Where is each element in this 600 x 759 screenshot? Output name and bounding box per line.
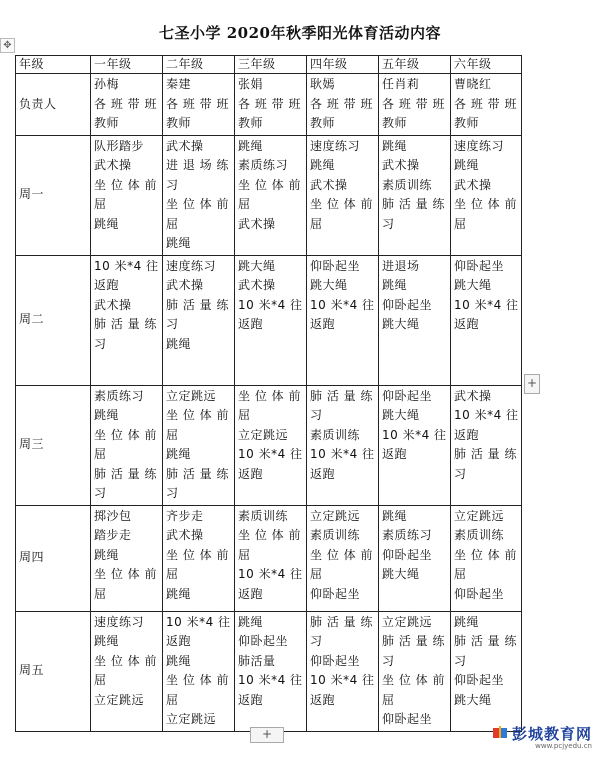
cell-line: 屈 <box>94 447 107 461</box>
cell-line: 速度练习 <box>310 138 361 153</box>
cell-line: 武术操 <box>454 177 492 192</box>
table-cell[interactable] <box>307 385 379 505</box>
cell-line: 10 米*4 往 <box>238 567 303 581</box>
cell-line: 跳绳 <box>166 586 192 601</box>
cell-line: 跳绳 <box>382 508 408 523</box>
cell-line: 习 <box>166 486 179 500</box>
cell-line: 坐 位 体 前 <box>166 197 229 211</box>
table-row <box>16 611 522 731</box>
cell-line: 习 <box>310 634 323 648</box>
cell-line: 坐 位 体 前 <box>310 547 373 562</box>
cell-line: 10 米*4 往 <box>94 258 159 273</box>
cell-line: 立定跳远 <box>310 508 361 523</box>
cell-line: 各 班 带 班 <box>310 96 373 111</box>
cell-line: 返跑 <box>94 278 120 292</box>
cell-line: 各 班 带 班 <box>454 96 517 111</box>
table-cell[interactable] <box>307 611 379 731</box>
cell-line: 跳绳 <box>166 236 192 250</box>
cell-line: 10 米*4 往 <box>310 297 375 312</box>
cell-line: 队形踏步 <box>94 138 145 153</box>
watermark-url: www.pcjyedu.cn <box>535 742 592 750</box>
cell-line: 屈 <box>454 567 467 581</box>
cell-line: 坐 位 体 前 <box>238 528 301 542</box>
cell-line: 肺 活 量 练 <box>166 297 229 312</box>
table-cell[interactable] <box>163 505 235 611</box>
cell-line: 耿嫣 <box>310 77 336 91</box>
cell-line: 跳绳 <box>310 158 336 172</box>
cell-line: 返跑 <box>310 466 336 481</box>
cell-line: 素质训练 <box>310 427 361 442</box>
table-cell[interactable] <box>91 611 163 731</box>
cell-line: 踏步走 <box>94 528 132 542</box>
cell-line: 坐 位 体 前 <box>94 653 157 668</box>
row-label: 周二 <box>16 255 91 385</box>
cell-line: 仰卧起坐 <box>382 388 433 403</box>
cell-line: 肺活量 <box>238 653 276 668</box>
cell-line: 跳绳 <box>94 634 120 648</box>
cell-line: 习 <box>166 177 179 192</box>
table-row <box>16 135 522 255</box>
document-title: 七圣小学 2020年秋季阳光体育活动内容 <box>159 24 441 42</box>
cell-line: 习 <box>94 336 107 351</box>
cell-line: 立定跳远 <box>94 692 145 707</box>
cell-line: 习 <box>94 486 107 500</box>
cell-line: 立定跳远 <box>238 427 289 442</box>
cell-line: 仰卧起坐 <box>310 653 361 668</box>
table-cell[interactable] <box>163 611 235 731</box>
table-cell[interactable] <box>91 74 163 136</box>
cell-line: 屈 <box>94 673 107 687</box>
cell-line: 肺 活 量 练 <box>94 317 157 331</box>
cell-line: 仰卧起坐 <box>454 258 505 273</box>
cell-line: 进 退 场 练 <box>166 158 229 172</box>
cell-line: 素质训练 <box>454 528 505 542</box>
cell-line: 各 班 带 班 <box>238 96 301 111</box>
table-cell[interactable] <box>307 74 379 136</box>
cell-line: 各 班 带 班 <box>382 96 445 111</box>
cell-line: 坐 位 体 前 <box>94 177 157 192</box>
header-cell-grade-2: 二年级 <box>163 56 235 74</box>
cell-line: 各 班 带 班 <box>166 96 229 111</box>
cell-line: 进退场 <box>382 258 420 273</box>
cell-line: 返跑 <box>238 466 264 481</box>
cell-line: 武术操 <box>382 158 420 172</box>
table-cell[interactable] <box>451 255 522 385</box>
cell-line: 10 米*4 往 <box>454 297 519 312</box>
cell-line: 武术操 <box>94 297 132 312</box>
cell-line: 素质练习 <box>94 388 145 403</box>
cell-line: 肺 活 量 练 <box>94 466 157 481</box>
cell-line: 坐 位 体 前 <box>454 547 517 562</box>
table-row <box>16 255 522 385</box>
cell-line: 跳绳 <box>238 614 264 629</box>
cell-line: 屈 <box>310 216 323 231</box>
cell-line: 素质练习 <box>238 158 289 172</box>
cell-line: 坐 位 体 前 <box>166 547 229 562</box>
table-cell[interactable] <box>451 385 522 505</box>
cell-line: 跳绳 <box>454 614 480 629</box>
header-cell-grade-3: 三年级 <box>235 56 307 74</box>
cell-line: 10 米*4 往 <box>166 614 231 629</box>
cell-line: 坐 位 体 前 <box>454 197 517 211</box>
table-cell[interactable] <box>163 255 235 385</box>
cell-line: 返跑 <box>238 586 264 601</box>
cell-line: 仰卧起坐 <box>454 586 505 601</box>
book-logo-icon <box>492 725 508 739</box>
cell-line: 武术操 <box>310 177 348 192</box>
cell-line: 返跑 <box>238 692 264 707</box>
cell-line: 肺 活 量 练 <box>382 634 445 648</box>
table-cell[interactable] <box>307 255 379 385</box>
cell-line: 速度练习 <box>94 614 145 629</box>
cell-line: 跳大绳 <box>310 278 348 292</box>
header-cell-grade-4: 四年级 <box>307 56 379 74</box>
cell-line: 屈 <box>166 567 179 581</box>
cell-line: 立定跳远 <box>382 614 433 629</box>
cell-line: 仰卧起坐 <box>310 258 361 273</box>
cell-line: 仰卧起坐 <box>454 673 505 687</box>
cell-line: 速度练习 <box>454 138 505 153</box>
cell-line: 速度练习 <box>166 258 217 273</box>
table-cell[interactable] <box>379 385 451 505</box>
table-cell[interactable] <box>235 135 307 255</box>
cell-line: 跳绳 <box>94 216 120 231</box>
cell-line: 返跑 <box>166 634 192 648</box>
header-row <box>16 56 522 74</box>
table-cell[interactable] <box>163 74 235 136</box>
cell-line: 孙梅 <box>94 77 120 91</box>
table-row <box>16 385 522 505</box>
cell-line: 齐步走 <box>166 508 204 523</box>
table-cell[interactable] <box>379 255 451 385</box>
cell-line: 返跑 <box>310 317 336 331</box>
cell-line: 跳绳 <box>166 336 192 351</box>
cell-line: 屈 <box>94 586 107 601</box>
cell-line: 返跑 <box>238 317 264 331</box>
cell-line: 返跑 <box>454 317 480 331</box>
cell-line: 仰卧起坐 <box>382 297 433 312</box>
cell-line: 屈 <box>310 567 323 581</box>
table-cell[interactable] <box>163 385 235 505</box>
row-label: 周三 <box>16 385 91 505</box>
cell-line: 习 <box>166 317 179 331</box>
cell-line: 屈 <box>238 408 251 422</box>
cell-line: 跳绳 <box>454 158 480 172</box>
cell-line: 屈 <box>238 197 251 211</box>
cell-line: 返跑 <box>310 692 336 707</box>
cell-line: 仰卧起坐 <box>238 634 289 648</box>
cell-line: 武术操 <box>238 278 276 292</box>
table-cell[interactable] <box>451 74 522 136</box>
cell-line: 坐 位 体 前 <box>94 567 157 581</box>
cell-line: 坐 位 体 前 <box>166 408 229 422</box>
cell-line: 秦建 <box>166 77 192 91</box>
table-cell[interactable] <box>379 135 451 255</box>
table-cell[interactable] <box>379 611 451 731</box>
table-cell[interactable] <box>235 611 307 731</box>
table-cell[interactable] <box>235 255 307 385</box>
cell-line: 10 米*4 往 <box>238 673 303 687</box>
row-label: 负责人 <box>16 74 91 136</box>
cell-line: 教师 <box>238 116 264 130</box>
cell-line: 10 米*4 往 <box>382 427 447 442</box>
cell-line: 跳绳 <box>166 653 192 668</box>
cell-line: 坐 位 体 前 <box>310 197 373 211</box>
cell-line: 仰卧起坐 <box>382 547 433 562</box>
cell-line: 坐 位 体 前 <box>166 673 229 687</box>
cell-line: 素质练习 <box>382 528 433 542</box>
table-cell[interactable] <box>235 385 307 505</box>
cell-line: 10 米*4 往 <box>238 447 303 461</box>
cell-line: 教师 <box>454 116 480 130</box>
cell-line: 教师 <box>310 116 336 130</box>
cell-line: 掷沙包 <box>94 508 132 523</box>
cell-line: 素质训练 <box>310 528 361 542</box>
cell-line: 屈 <box>454 216 467 231</box>
cell-line: 教师 <box>166 116 192 130</box>
cell-line: 习 <box>382 216 395 231</box>
table-cell[interactable] <box>235 74 307 136</box>
table-cell[interactable] <box>379 74 451 136</box>
cell-line: 跳绳 <box>382 278 408 292</box>
cell-line: 立定跳远 <box>454 508 505 523</box>
table-cell[interactable] <box>235 505 307 611</box>
cell-line: 屈 <box>94 197 107 211</box>
table-row <box>16 505 522 611</box>
cell-line: 肺 活 量 练 <box>310 388 373 403</box>
cell-line: 坐 位 体 前 <box>382 673 445 687</box>
cell-line: 任肖莉 <box>382 77 420 91</box>
cell-line: 跳大绳 <box>238 258 276 273</box>
site-watermark <box>512 723 592 750</box>
cell-line: 跳绳 <box>94 547 120 562</box>
cell-line: 返跑 <box>454 427 480 442</box>
cell-line: 武术操 <box>94 158 132 172</box>
cell-line: 10 米*4 往 <box>454 408 519 422</box>
cell-line: 立定跳远 <box>166 712 217 726</box>
row-label: 周一 <box>16 135 91 255</box>
cell-line: 习 <box>454 653 467 668</box>
cell-line: 肺 活 量 练 <box>454 634 517 648</box>
cell-line: 武术操 <box>166 138 204 153</box>
cell-line: 教师 <box>94 116 120 130</box>
cell-line: 跳大绳 <box>454 278 492 292</box>
cell-line: 跳绳 <box>238 138 264 153</box>
header-cell-grade: 年级 <box>16 56 91 74</box>
cell-line: 武术操 <box>166 278 204 292</box>
cell-line: 肺 活 量 练 <box>454 447 517 461</box>
cell-line: 各 班 带 班 <box>94 96 157 111</box>
cell-line: 仰卧起坐 <box>382 712 433 726</box>
cell-line: 10 米*4 往 <box>238 297 303 312</box>
cell-line: 素质训练 <box>382 177 433 192</box>
row-label: 周五 <box>16 611 91 731</box>
table-move-handle-icon[interactable]: ✥ <box>0 38 15 53</box>
watermark-name: 彭城教育网 <box>511 725 592 743</box>
activity-schedule-table <box>15 55 522 732</box>
add-column-button[interactable]: + <box>524 374 540 394</box>
cell-line: 跳绳 <box>94 408 120 422</box>
cell-line: 屈 <box>382 692 395 707</box>
add-row-button[interactable]: + <box>250 727 284 743</box>
cell-line: 坐 位 体 前 <box>94 427 157 442</box>
cell-line: 10 米*4 往 <box>310 673 375 687</box>
cell-line: 习 <box>310 408 323 422</box>
cell-line: 屈 <box>166 216 179 231</box>
table-cell[interactable] <box>91 255 163 385</box>
cell-line: 习 <box>454 466 467 481</box>
cell-line: 肺 活 量 练 <box>382 197 445 211</box>
cell-line: 武术操 <box>166 528 204 542</box>
header-cell-grade-6: 六年级 <box>451 56 522 74</box>
cell-line: 肺 活 量 练 <box>166 466 229 481</box>
cell-line: 坐 位 体 前 <box>238 177 301 192</box>
cell-line: 仰卧起坐 <box>310 586 361 601</box>
row-label: 周四 <box>16 505 91 611</box>
cell-line: 跳大绳 <box>382 567 420 581</box>
table-cell[interactable] <box>91 385 163 505</box>
cell-line: 屈 <box>166 427 179 442</box>
cell-line: 10 米*4 往 <box>310 447 375 461</box>
cell-line: 教师 <box>382 116 408 130</box>
table-cell[interactable] <box>379 505 451 611</box>
table-cell[interactable] <box>91 135 163 255</box>
table-cell[interactable] <box>451 505 522 611</box>
table-cell[interactable] <box>451 135 522 255</box>
header-cell-grade-1: 一年级 <box>91 56 163 74</box>
cell-line: 武术操 <box>238 216 276 231</box>
cell-line: 坐 位 体 前 <box>238 388 301 403</box>
cell-line: 张娟 <box>238 77 264 91</box>
cell-line: 曹晓红 <box>454 77 492 91</box>
cell-line: 素质训练 <box>238 508 289 523</box>
cell-line: 屈 <box>166 692 179 707</box>
cell-line: 习 <box>382 653 395 668</box>
table-row <box>16 74 522 136</box>
table-cell[interactable] <box>91 505 163 611</box>
cell-line: 跳绳 <box>166 447 192 461</box>
table-cell[interactable] <box>451 611 522 731</box>
cell-line: 跳大绳 <box>382 408 420 422</box>
header-cell-grade-5: 五年级 <box>379 56 451 74</box>
cell-line: 屈 <box>238 547 251 562</box>
cell-line: 跳大绳 <box>454 692 492 707</box>
table-cell[interactable] <box>163 135 235 255</box>
table-cell[interactable] <box>307 505 379 611</box>
cell-line: 返跑 <box>382 447 408 461</box>
cell-line: 跳绳 <box>382 138 408 153</box>
cell-line: 跳大绳 <box>382 317 420 331</box>
table-cell[interactable] <box>307 135 379 255</box>
cell-line: 肺 活 量 练 <box>310 614 373 629</box>
cell-line: 武术操 <box>454 388 492 403</box>
cell-line: 立定跳远 <box>166 388 217 403</box>
